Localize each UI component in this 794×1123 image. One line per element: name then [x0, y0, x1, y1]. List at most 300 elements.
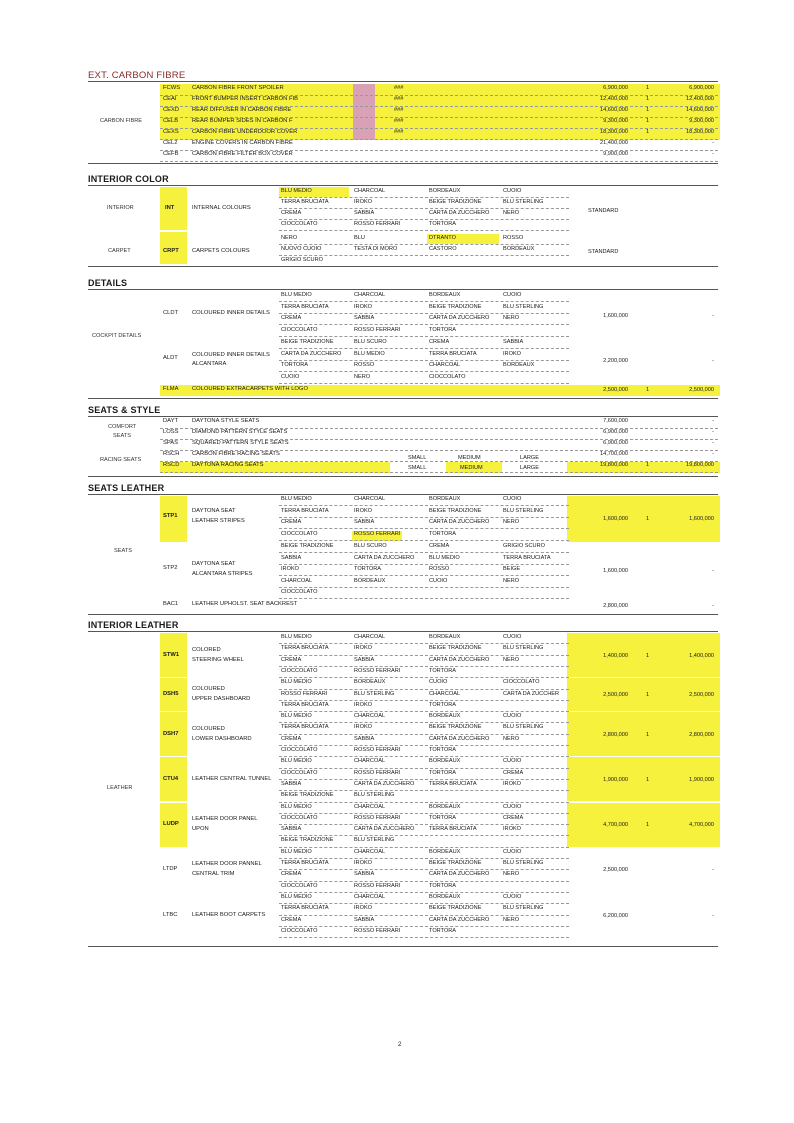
qty-ludp: 1 — [646, 822, 650, 829]
color-option: BORDEAUX — [429, 292, 461, 298]
color-option: TORTORA — [429, 814, 457, 821]
color-option: CREMA — [281, 519, 302, 525]
desc-stw1-1: COLORED — [192, 646, 221, 653]
code-int: INT — [165, 205, 175, 211]
size-large-1: LARGE — [520, 455, 539, 461]
code-loss: LOSS — [163, 429, 179, 435]
color-option: SABBIA — [354, 519, 375, 525]
color-option: DTRANTO — [429, 235, 456, 241]
color-option: TERRA BRUCIATA — [281, 860, 329, 866]
code-aldt: ALDT — [163, 355, 178, 361]
color-option: TORTORA — [429, 927, 457, 934]
color-option: CIOCCOLATO — [281, 667, 318, 674]
color-option: CHARCOAL — [354, 188, 386, 194]
color-option: SABBIA — [354, 916, 375, 923]
color-option: BEIGE — [503, 566, 521, 572]
desc-stw1-2: STEERING WHEEL — [192, 656, 244, 663]
code-cexd: CEXD — [163, 107, 180, 113]
color-option: TORTORA — [429, 667, 457, 674]
color-option: BEIGE TRADIZIONE — [429, 303, 482, 310]
color-option: BEIGE TRADIZIONE — [429, 724, 482, 731]
color-option: CASTORO — [429, 246, 457, 252]
color-option: SABBIA — [354, 871, 375, 878]
desc-spas: SQUARED PATTERN STYLE SEATS — [192, 440, 289, 446]
color-option: IROKO — [354, 701, 373, 708]
color-option: GRIGIO SCURO — [503, 543, 545, 549]
color-option: TORTORA — [429, 701, 457, 708]
color-option: CIOCCOLATO — [429, 373, 466, 380]
color-option: ROSSO FERRARI — [354, 814, 401, 821]
total-celb: 9,300,000 — [689, 118, 714, 124]
total-dayt: - — [712, 418, 714, 424]
color-option: CREMA — [429, 339, 450, 345]
color-option: CREMA — [429, 543, 450, 549]
color-option: TERRA BRUCIATA — [429, 780, 477, 787]
color-option: BEIGE TRADIZIONE — [429, 507, 482, 514]
code-rscd: RSCD — [163, 462, 180, 468]
price-loss: 6,900,000 — [603, 429, 628, 435]
mid-cexs: ### — [394, 129, 404, 135]
std-label-carpet: STANDARD — [588, 249, 619, 255]
color-option: BEIGE TRADIZIONE — [281, 339, 334, 345]
size-large-2: LARGE — [520, 465, 539, 471]
desc-bac1: LEATHER UPHOLST. SEAT BACKREST — [192, 601, 298, 607]
price-bac1: 2,800,000 — [603, 603, 628, 609]
color-option: CUOIO — [503, 713, 522, 720]
color-option: CIOCCOLATO — [281, 769, 318, 776]
color-option: BLU STERLING — [503, 724, 544, 731]
color-option: CUOIO — [503, 803, 522, 810]
color-option: CHARCOAL — [354, 848, 386, 855]
color-option: BEIGE TRADIZIONE — [281, 792, 334, 799]
color-option: CREMA — [281, 916, 302, 923]
color-option: BORDEAUX — [429, 713, 461, 720]
color-option: CREMA — [281, 735, 302, 742]
color-option: ROSSO FERRARI — [354, 221, 401, 227]
color-option: IROKO — [281, 566, 300, 572]
code-dsh5: DSH5 — [163, 691, 179, 698]
code-ceai: CEAI — [163, 96, 177, 102]
desc-ltbc: LEATHER BOOT CARPETS — [192, 911, 266, 918]
color-option: CIOCCOLATO — [281, 927, 318, 934]
qty-cexs: 1 — [646, 129, 650, 135]
color-option: IROKO — [354, 199, 373, 205]
color-option: TERRA BRUCIATA — [281, 724, 329, 731]
price-celb: 9,300,000 — [603, 118, 628, 124]
group-label-racing: RACING SEATS — [100, 457, 142, 463]
color-option: TORTORA — [429, 221, 457, 227]
group-label-interior: INTERIOR — [107, 205, 134, 211]
desc-ludp-2: UPON — [192, 826, 209, 833]
code-rsch: RSCH — [163, 451, 180, 457]
color-option: TORTORA — [429, 747, 457, 753]
total-ludp: 4,700,000 — [689, 822, 714, 829]
color-option: BLU MEDIO — [281, 848, 312, 855]
color-option: CHARCOAL — [354, 758, 386, 765]
color-option: CIOCCOLATO — [503, 679, 540, 686]
color-option: TERRA BRUCIATA — [281, 507, 329, 514]
desc-ltdp-1: LEATHER DOOR PANNEL — [192, 861, 262, 868]
color-option: CHARCOAL — [354, 893, 386, 900]
color-option: BLU STERLING — [503, 303, 544, 310]
total-cldt: - — [712, 313, 714, 319]
page-number: 2 — [398, 1042, 402, 1048]
color-option: NERO — [354, 373, 371, 380]
price-rscd: 19,800,000 — [600, 462, 628, 468]
color-option: NERO — [503, 735, 520, 742]
color-option: SABBIA — [354, 210, 375, 216]
color-option: BLU SCURO — [354, 543, 387, 549]
color-option: CARTA DA ZUCCHERO — [281, 350, 342, 357]
std-label-interior: STANDARD — [588, 208, 619, 214]
group-label-cockpit: COCKPIT DETAILS — [92, 333, 142, 339]
code-cefb: CEFB — [163, 151, 179, 157]
group-label-leather: LEATHER — [107, 785, 133, 791]
color-option: BLU MEDIO — [281, 496, 312, 502]
section-title-details: DETAILS — [88, 278, 128, 288]
desc-flma: COLOURED EXTRACARPETS WITH LOGO — [192, 386, 308, 392]
price-ltbc: 6,200,000 — [603, 912, 628, 919]
total-loss: - — [712, 429, 714, 435]
code-bac1: BAC1 — [163, 601, 179, 607]
color-option: BORDEAUX — [354, 679, 386, 686]
color-option: CARTA DA ZUCCHERO — [354, 554, 415, 561]
total-ltdp: - — [712, 867, 714, 874]
desc-stp2-2: ALCANTARA STRIPES — [192, 571, 253, 577]
total-ctu4: 1,900,000 — [689, 776, 714, 783]
desc-ltdp-2: CENTRAL TRIM — [192, 871, 235, 878]
color-option: CUOIO — [429, 679, 448, 686]
color-option: IROKO — [354, 724, 373, 731]
price-stp2: 1,600,000 — [603, 568, 628, 574]
color-option: SABBIA — [281, 554, 302, 561]
color-option: TORTORA — [429, 882, 457, 889]
total-bac1: - — [712, 603, 714, 609]
total-fcws: 6,900,000 — [689, 85, 714, 91]
color-option: BLU MEDIO — [429, 554, 460, 561]
color-option: CUOIO — [503, 893, 522, 900]
desc-cexd: REAR DIFFUSER IN CARBON FIBRE — [192, 107, 292, 113]
color-option: BLU STERLING — [503, 199, 544, 205]
total-dsh7: 2,800,000 — [689, 731, 714, 738]
color-option: BLU MEDIO — [281, 893, 312, 900]
desc-dsh5-1: COLOURED — [192, 686, 225, 693]
color-option: BLU MEDIO — [281, 188, 312, 194]
price-aldt: 2,200,000 — [603, 358, 628, 364]
desc-stp1-2: LEATHER STRIPES — [192, 518, 245, 524]
total-cexd: 14,600,000 — [686, 107, 714, 113]
color-option: CREMA — [281, 656, 302, 663]
color-option: TERRA BRUCIATA — [281, 905, 329, 912]
desc-dsh7-1: COLOURED — [192, 725, 225, 732]
color-option: ROSSO — [503, 235, 524, 241]
color-option: CARTA DA ZUCCHERO — [429, 735, 490, 742]
color-option: BORDEAUX — [429, 758, 461, 765]
code-crpt: CRPT — [163, 248, 179, 254]
total-cefb: - — [712, 151, 714, 157]
color-option: TESTA DI MORO — [354, 246, 398, 252]
color-option: CARTA DA ZUCCHER — [503, 690, 560, 697]
price-spas: 6,900,000 — [603, 440, 628, 446]
color-option: BLU MEDIO — [281, 713, 312, 720]
color-option: GRIGIO SCURO — [281, 257, 323, 263]
color-option: TORTORA — [354, 566, 382, 572]
desc-internal-colours: INTERNAL COLOURS — [192, 205, 251, 211]
color-option: TERRA BRUCIATA — [281, 199, 329, 205]
color-option: BORDEAUX — [503, 362, 535, 368]
color-option: CIOCCOLATO — [281, 882, 318, 889]
total-spas: - — [712, 440, 714, 446]
color-option: TERRA BRUCIATA — [281, 645, 329, 652]
total-flma: 2,500,000 — [689, 387, 714, 393]
price-stp1: 1,600,000 — [603, 516, 628, 522]
color-option: IROKO — [354, 507, 373, 514]
color-option: NERO — [503, 210, 520, 216]
price-cexd: 14,600,000 — [600, 107, 628, 113]
color-option: NUOVO CUOIO — [281, 246, 322, 252]
desc-rsch: CARBON FIBRE RACING SEATS — [192, 451, 280, 457]
group-label-carbon: CARBON FIBRE — [100, 118, 142, 124]
color-option: BORDEAUX — [429, 496, 461, 502]
qty-fcws: 1 — [646, 85, 650, 91]
color-option: BLU MEDIO — [281, 803, 312, 810]
size-small-2: SMALL — [408, 465, 427, 471]
total-stw1: 1,400,000 — [689, 652, 714, 659]
qty-flma: 1 — [646, 387, 650, 393]
color-option: CARTA DA ZUCCHERO — [429, 871, 490, 878]
color-option: SABBIA — [503, 339, 524, 345]
color-option: BLU — [354, 235, 365, 241]
color-option: TERRA BRUCIATA — [281, 701, 329, 708]
color-option: BLU MEDIO — [354, 350, 385, 357]
color-option: NERO — [503, 577, 520, 584]
desc-cefb: CARBON FIBRE FILTER BOX COVER — [192, 151, 293, 157]
desc-dsh7-2: LOWER DASHBOARD — [192, 735, 252, 742]
color-option: BORDEAUX — [429, 893, 461, 900]
desc-stp2-1: DAYTONA SEAT — [192, 561, 236, 567]
color-option: ROSSO — [429, 566, 450, 572]
color-option: BLU MEDIO — [281, 634, 312, 640]
color-option: CREMA — [281, 315, 302, 321]
color-option: CIOCCOLATO — [281, 530, 318, 537]
color-option: BORDEAUX — [429, 188, 461, 194]
price-stw1: 1,400,000 — [603, 652, 628, 659]
color-option: CHARCOAL — [354, 292, 386, 298]
code-ludp: LUDP — [163, 821, 179, 828]
color-option: CHARCOAL — [354, 496, 386, 502]
price-ltdp: 2,500,000 — [603, 867, 628, 874]
code-flma: FLMA — [163, 386, 179, 392]
total-cexs: 18,300,000 — [686, 129, 714, 135]
code-stp1: STP1 — [163, 513, 178, 519]
price-ceai: 12,400,000 — [600, 96, 628, 102]
desc-stp1-1: DAYTONA SEAT — [192, 508, 236, 514]
color-option: SABBIA — [354, 656, 375, 663]
total-ltbc: - — [712, 912, 714, 919]
color-option: IROKO — [503, 826, 522, 833]
color-option: CARTA DA ZUCCHERO — [429, 315, 490, 321]
color-option: BORDEAUX — [429, 634, 461, 640]
color-option: NERO — [503, 871, 520, 878]
color-option: IROKO — [354, 303, 373, 310]
color-option: IROKO — [354, 860, 373, 866]
total-rscd: 19,800,000 — [686, 462, 714, 468]
color-option: CIOCCOLATO — [281, 589, 318, 595]
code-cel2: CEL2 — [163, 140, 178, 146]
color-option: SABBIA — [354, 735, 375, 742]
total-dsh5: 2,500,000 — [689, 692, 714, 699]
color-option: CREMA — [281, 871, 302, 878]
color-option: TERRA BRUCIATA — [429, 350, 477, 357]
total-ceai: 12,400,000 — [686, 96, 714, 102]
mid-cexd: ### — [394, 107, 404, 113]
code-ctu4: CTU4 — [163, 775, 179, 782]
group-label-comfort: COMFORT — [108, 424, 137, 430]
section-title-ext-carbon: EXT. CARBON FIBRE — [88, 70, 186, 81]
color-option: IROKO — [503, 350, 522, 357]
desc-rscd: DAYTONA RACING SEATS — [192, 462, 264, 468]
color-option: CIOCCOLATO — [281, 221, 318, 227]
color-option: CIOCCOLATO — [281, 814, 318, 821]
color-option: CREMA — [503, 769, 524, 776]
color-option: NERO — [281, 235, 298, 241]
color-option: BEIGE TRADIZIONE — [429, 905, 482, 912]
desc-dayt: DAYTONA STYLE SEATS — [192, 418, 260, 424]
color-option: ROSSO FERRARI — [354, 747, 401, 753]
color-option: BORDEAUX — [429, 803, 461, 810]
color-option: ROSSO FERRARI — [354, 769, 401, 776]
desc-dsh5-2: UPPER DASHBOARD — [192, 696, 251, 703]
code-celb: CELB — [163, 118, 179, 124]
desc-fcws: CARBON FIBRE FRONT SPOILER — [192, 85, 284, 91]
color-option: BLU MEDIO — [281, 292, 312, 298]
color-option: NERO — [503, 656, 520, 663]
code-stw1: STW1 — [163, 651, 180, 658]
color-option: CUOIO — [503, 634, 522, 640]
color-option: CHARCOAL — [429, 362, 461, 368]
code-dayt: DAYT — [163, 418, 179, 424]
color-option: BLU STERLING — [354, 690, 395, 697]
size-medium-2: MEDIUM — [460, 465, 483, 471]
qty-ceai: 1 — [646, 96, 650, 102]
price-dayt: 7,600,000 — [603, 418, 628, 424]
price-ctu4: 1,900,000 — [603, 776, 628, 783]
color-option: NERO — [503, 315, 520, 321]
color-option: TORTORA — [429, 769, 457, 776]
color-option: TERRA BRUCIATA — [281, 303, 329, 310]
color-option: ROSSO FERRARI — [354, 326, 401, 333]
code-cexs: CEXS — [163, 129, 179, 135]
code-stp2: STP2 — [163, 565, 178, 571]
color-option: BEIGE TRADIZIONE — [281, 837, 334, 844]
desc-ctu4: LEATHER CENTRAL TUNNEL — [192, 775, 272, 782]
color-option: CUOIO — [503, 496, 522, 502]
color-option: BEIGE TRADIZIONE — [281, 543, 334, 549]
color-option: BEIGE TRADIZIONE — [429, 199, 482, 205]
qty-stw1: 1 — [646, 652, 650, 659]
color-option: BLU STERLING — [503, 860, 544, 866]
color-option: IROKO — [354, 905, 373, 912]
color-option: BLU MEDIO — [281, 679, 312, 686]
price-ludp: 4,700,000 — [603, 822, 628, 829]
color-option: BEIGE TRADIZIONE — [429, 645, 482, 652]
qty-dsh7: 1 — [646, 731, 650, 738]
desc-cldt: COLOURED INNER DETAILS — [192, 310, 270, 316]
color-option: CREMA — [503, 814, 524, 821]
color-option: CARTA DA ZUCCHERO — [429, 210, 490, 216]
section-title-interior-leather: INTERIOR LEATHER — [88, 620, 179, 630]
total-stp1: 1,600,000 — [689, 516, 714, 522]
code-ltdp: LTDP — [163, 866, 178, 873]
group-label-seats: SEATS — [113, 433, 131, 439]
group-label-carpet: CARPET — [108, 248, 131, 254]
color-option: ROSSO FERRARI — [354, 882, 401, 889]
group-label-seats-leather: SEATS — [114, 548, 132, 554]
color-option: CARTA DA ZUCCHERO — [354, 826, 415, 833]
color-option: BORDEAUX — [354, 577, 386, 584]
color-option: ROSSO FERRARI — [354, 530, 401, 537]
color-option: BLU STERLING — [503, 507, 544, 514]
color-option: SABBIA — [281, 780, 302, 787]
section-title-seats-leather: SEATS LEATHER — [88, 483, 165, 493]
price-cldt: 1,600,000 — [603, 313, 628, 319]
price-rsch: 14,700,000 — [600, 451, 628, 457]
qty-ctu4: 1 — [646, 776, 650, 783]
color-option: TORTORA — [429, 326, 457, 333]
qty-celb: 1 — [646, 118, 650, 124]
qty-rscd: 1 — [646, 462, 650, 468]
color-option: CARTA DA ZUCCHERO — [429, 916, 490, 923]
color-option: CUOIO — [503, 188, 522, 194]
color-option: SABBIA — [354, 315, 375, 321]
total-rsch: - — [712, 451, 714, 457]
color-option: BLU STERLING — [354, 837, 395, 844]
price-dsh7: 2,800,000 — [603, 731, 628, 738]
color-option: ROSSO FERRARI — [354, 927, 401, 934]
desc-celb: REAR BUMPER SIDES IN CARBON F — [192, 118, 293, 124]
color-option: NERO — [503, 519, 520, 525]
color-option: NERO — [503, 916, 520, 923]
mid-ceai: ### — [394, 96, 404, 102]
color-option: CREMA — [281, 210, 302, 216]
total-stp2: - — [712, 568, 714, 574]
color-option: BORDEAUX — [503, 246, 535, 252]
desc-ceai: FRONT BUMPER INSERT CARBON FIB — [192, 96, 298, 102]
size-small-1: SMALL — [408, 455, 427, 461]
price-fcws: 6,900,000 — [603, 85, 628, 91]
color-option: BLU SCURO — [354, 339, 387, 345]
qty-stp1: 1 — [646, 516, 650, 522]
color-option: BLU STERLING — [354, 792, 395, 799]
color-option: CHARCOAL — [429, 690, 461, 697]
color-option: ROSSO FERRARI — [281, 690, 328, 697]
color-option: CUOIO — [503, 758, 522, 765]
color-option: CUOIO — [281, 373, 300, 380]
color-option: IROKO — [503, 780, 522, 787]
color-option: TERRA BRUCIATA — [503, 554, 551, 561]
qty-cexd: 1 — [646, 107, 650, 113]
section-title-interior-color: INTERIOR COLOR — [88, 174, 169, 184]
desc-ludp-1: LEATHER DOOR PANEL — [192, 816, 258, 823]
color-option: CHARCOAL — [354, 713, 386, 720]
color-option: CHARCOAL — [354, 634, 386, 640]
desc-cel2: ENGINE COVERS IN CARBON FIBRE — [192, 140, 293, 146]
color-option: CUOIO — [503, 292, 522, 298]
desc-carpets-colours: CARPETS COLOURS — [192, 248, 250, 254]
price-flma: 2,500,000 — [603, 387, 628, 393]
code-ltbc: LTBC — [163, 911, 178, 918]
color-option: BLU STERLING — [503, 645, 544, 652]
